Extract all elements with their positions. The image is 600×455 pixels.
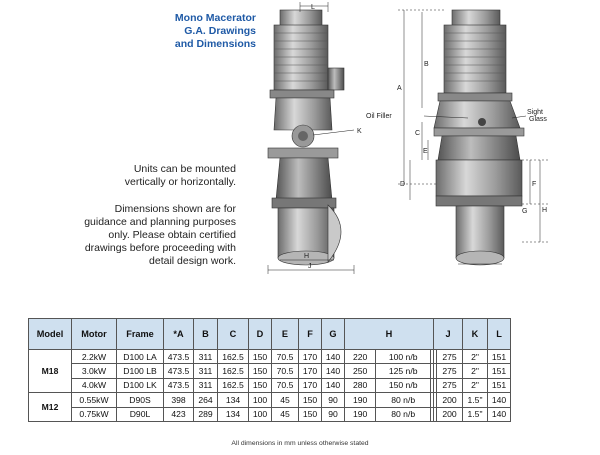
cell: 311	[194, 364, 218, 378]
cell: 100	[249, 393, 272, 407]
cell: 100	[249, 407, 272, 421]
cell: 151	[488, 378, 511, 392]
cell: 2"	[463, 350, 488, 364]
label-d: D	[400, 181, 406, 188]
footnote: All dimensions in mm unless otherwise stated	[231, 440, 369, 447]
cell: 70.5	[272, 364, 299, 378]
cell: 4.0kW	[72, 378, 117, 392]
cell: D100 LK	[117, 378, 164, 392]
label-sight: Sight	[527, 109, 543, 116]
col-j: J	[434, 319, 463, 350]
guidance-note-line-3: only. Please obtain certified	[108, 229, 236, 241]
cell: 289	[194, 407, 218, 421]
label-e: E	[423, 148, 428, 155]
mounting-note-line-1: Units can be mounted	[133, 163, 236, 175]
cell: 200	[437, 407, 463, 421]
ga-drawing	[258, 0, 600, 285]
cell: 80 n/b	[376, 407, 431, 421]
cell: 150 n/b	[376, 378, 431, 392]
label-glass: Glass	[529, 116, 547, 123]
cell: 220	[345, 350, 376, 364]
cell: 250	[345, 364, 376, 378]
guidance-note-line-1: Dimensions shown are for	[114, 203, 236, 215]
cell: 1.5"	[463, 393, 488, 407]
cell: 0.55kW	[72, 393, 117, 407]
cell: 45	[272, 407, 299, 421]
cell: 2"	[463, 364, 488, 378]
front-view	[366, 10, 548, 265]
col-e: E	[272, 319, 299, 350]
cell: 2"	[463, 378, 488, 392]
col-g: G	[322, 319, 345, 350]
guidance-note	[62, 203, 236, 268]
col-d: D	[249, 319, 272, 350]
cell: 170	[299, 378, 322, 392]
cell: 150	[249, 378, 272, 392]
cell: 473.5	[164, 364, 194, 378]
label-k: K	[357, 128, 362, 135]
cell: 150	[299, 407, 322, 421]
model-m18: M18	[29, 350, 72, 393]
cell: D100 LA	[117, 350, 164, 364]
cell: 311	[194, 378, 218, 392]
cell: 150	[249, 350, 272, 364]
cell: 90	[322, 393, 345, 407]
col-h: H	[345, 319, 434, 350]
label-a: A	[397, 85, 402, 92]
table-row	[29, 378, 511, 392]
mounting-note-line-2: vertically or horizontally.	[124, 176, 236, 188]
page-title	[136, 12, 256, 51]
col-b: B	[194, 319, 218, 350]
cell: 70.5	[272, 350, 299, 364]
cell: 190	[345, 407, 376, 421]
model-m12: M12	[29, 393, 72, 422]
table-header-row	[29, 319, 511, 350]
cell: 140	[322, 364, 345, 378]
cell: 170	[299, 350, 322, 364]
cell: 2.2kW	[72, 350, 117, 364]
col-l: L	[488, 319, 511, 350]
label-b: B	[424, 61, 429, 68]
cell: 473.5	[164, 378, 194, 392]
cell: D90L	[117, 407, 164, 421]
cell: 80 n/b	[376, 393, 431, 407]
cell: 140	[488, 393, 511, 407]
label-l: L	[311, 4, 315, 11]
label-oil-filler: Oil Filler	[366, 113, 392, 120]
mounting-note	[96, 163, 236, 189]
col-model: Model	[29, 319, 72, 350]
col-k: K	[463, 319, 488, 350]
cell: 150	[299, 393, 322, 407]
col-motor: Motor	[72, 319, 117, 350]
col-c: C	[218, 319, 249, 350]
cell: 125 n/b	[376, 364, 431, 378]
table-row	[29, 350, 511, 364]
cell: D90S	[117, 393, 164, 407]
dimensions-table	[28, 318, 511, 422]
col-a: *A	[164, 319, 194, 350]
table-row	[29, 364, 511, 378]
cell: 151	[488, 350, 511, 364]
cell: 398	[164, 393, 194, 407]
cell: 0.75kW	[72, 407, 117, 421]
cell: 423	[164, 407, 194, 421]
cell: 162.5	[218, 350, 249, 364]
title-line-1: Mono Macerator	[174, 12, 256, 24]
guidance-note-line-4: drawings before proceeding with	[84, 242, 236, 254]
side-view	[268, 2, 362, 274]
cell: 190	[345, 393, 376, 407]
label-h-front: H	[542, 207, 548, 214]
cell: 473.5	[164, 350, 194, 364]
cell: 134	[218, 393, 249, 407]
guidance-note-line-2: guidance and planning purposes	[84, 216, 236, 228]
cell: 1.5"	[463, 407, 488, 421]
cell: 70.5	[272, 378, 299, 392]
cell: 45	[272, 393, 299, 407]
cell: D100 LB	[117, 364, 164, 378]
label-f: F	[532, 181, 537, 188]
col-f: F	[299, 319, 322, 350]
cell: 90	[322, 407, 345, 421]
cell: 200	[437, 393, 463, 407]
cell: 151	[488, 364, 511, 378]
cell: 140	[322, 378, 345, 392]
label-j: J	[308, 263, 312, 270]
cell: 140	[322, 350, 345, 364]
cell: 264	[194, 393, 218, 407]
title-line-3: and Dimensions	[174, 38, 256, 50]
label-h-side: H	[304, 253, 310, 260]
cell: 275	[437, 364, 463, 378]
label-g: G	[522, 208, 528, 215]
cell: 140	[488, 407, 511, 421]
cell: 3.0kW	[72, 364, 117, 378]
cell: 100 n/b	[376, 350, 431, 364]
col-frame: Frame	[117, 319, 164, 350]
title-line-2: G.A. Drawings	[184, 25, 256, 37]
cell: 275	[437, 378, 463, 392]
table-row	[29, 393, 511, 407]
label-c: C	[415, 130, 421, 137]
cell: 311	[194, 350, 218, 364]
cell: 162.5	[218, 364, 249, 378]
cell: 275	[437, 350, 463, 364]
table-row	[29, 407, 511, 421]
cell: 280	[345, 378, 376, 392]
cell: 150	[249, 364, 272, 378]
guidance-note-line-5: detail design work.	[149, 255, 236, 267]
cell: 134	[218, 407, 249, 421]
cell: 162.5	[218, 378, 249, 392]
cell: 170	[299, 364, 322, 378]
